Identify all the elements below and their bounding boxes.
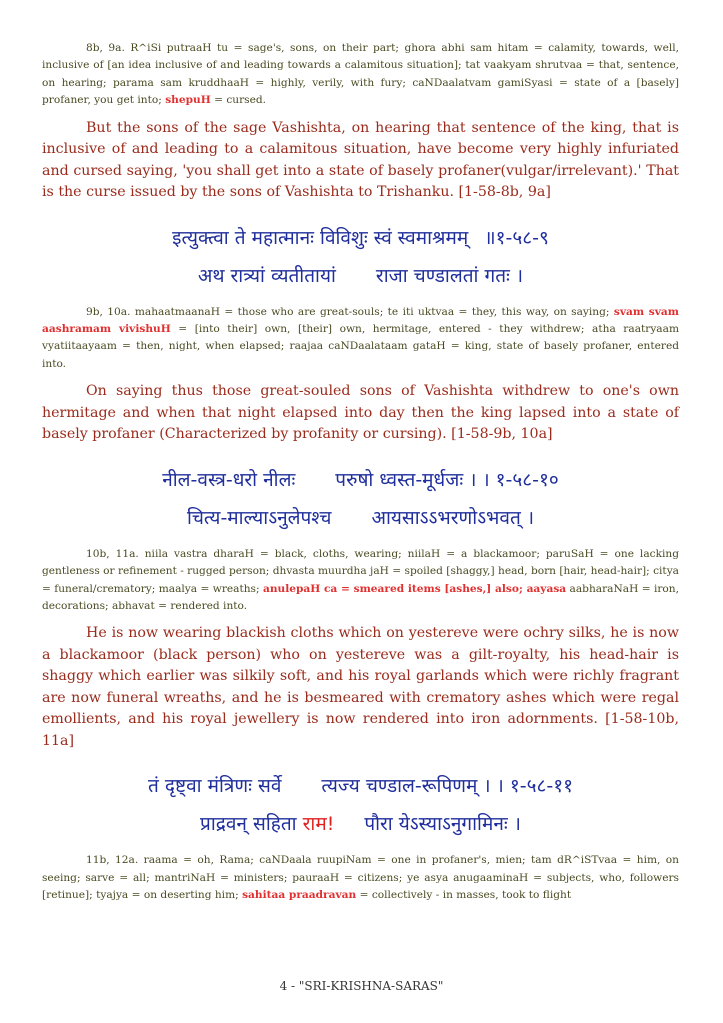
translation-10b-11a: He is now wearing blackish cloths which on yestereve were ochry silks, he is now a blackamoor (black person) who on yestereve was a gilt-royalty, his head-hair is shaggy which earlier was silkily soft, and his royal garlands which were richly fragrant are now funeral wreaths, and he is besmeared with crematory ashes which were regal emollients, and his royal jewellery is now rendered into iron adornments. [1-58-10b, 11a] (42, 625, 679, 749)
gloss-highlight: anulepaH ca = smeared items [ashes,] also; aayasa (262, 582, 567, 595)
verse-text: इत्युक्त्वा ते महात्मानः विविशुः स्वं स्वमाश्रमम् (172, 226, 469, 249)
verse-text: तं दृष्ट्वा मंत्रिणः सर्वे (148, 775, 282, 798)
word-gloss-8b-9a (42, 40, 679, 110)
verse-text: आयसाऽऽभरणोऽभवत् । (371, 506, 535, 529)
translation-8b-9a: But the sons of the sage Vashishta, on hearing that sentence of the king, that is inclusive of and leading to a calamitous situation, have become very highly infuriated and cursed saying, 'you shall get into a state of basely profaner(vulgar/irrelevant).' That is the curse issued by the sons of Vashishta to Trishanku. [1-58-8b, 9a] (42, 119, 679, 201)
gloss-text: = [into their] own, [their] own, hermitage, entered - they withdrew; atha raatryaam vyatiitaayaam = then, night, when elapsed; raajaa caNDaalataam gataH = king, state of basely profaner, entered into. (42, 323, 679, 370)
gloss-text: = collectively - in masses, took to flight (356, 889, 572, 902)
verse-text: परुषो ध्वस्त-मूर्धजः । । १-५८-१० (335, 468, 559, 491)
gloss-highlight: sahitaa praadravan (242, 889, 357, 902)
gloss-text: = cursed. (210, 94, 267, 107)
gloss-text: 9b, 10a. mahaatmaanaH = those who are great-souls; te iti uktvaa = they, this way, on saying; (86, 305, 614, 318)
verse-text: त्यज्य चण्डाल-रूपिणम् । । १-५८-११ (321, 775, 573, 798)
verse-text: राजा चण्डालतां गतः । (375, 264, 524, 287)
verse-11-line-1 (42, 772, 679, 798)
gloss-text: aabharaNaH = iron, decorations; abhavat = rendered into. (42, 582, 679, 612)
gloss-highlight: shepuH (165, 94, 211, 107)
verse-11-line-2 (42, 810, 679, 836)
gloss-text: 11b, 12a. raama = oh, Rama; caNDaala ruupiNam = one in profaner's, mien; tam dR^iSTvaa = him, on seeing; sarve = all; mantriNaH = ministers; pauraaH = citizens; ye asya anugaaminaH = subjects, who, followers [retinue]; tyajya = on deserting him; (42, 854, 679, 902)
verse-10-line-1 (42, 466, 679, 492)
gloss-text: 8b, 9a. R^iSi putraaH tu = sage's, sons, on their part; ghora abhi sam hitam = calamity, towards, well, inclusive of [an idea inclusive of and leading towards a calamitous situation]; tat vaakyam shrutvaa = that, sentence, on hearing; parama sam kruddhaaH = highly, verily, with fury; caNDaalatvam gamiSyasi = state of a [basely] profaner, you get into; (42, 42, 679, 107)
verse-9-line-2 (42, 262, 679, 288)
word-gloss-11b-12a (42, 852, 679, 904)
verse-rama: राम! (302, 813, 335, 836)
verse-text: नील-वस्त्र-धरो नीलः (162, 468, 296, 491)
page-content (42, 40, 679, 905)
verse-number: ॥१-५८-९ (484, 226, 549, 249)
verse-text: प्राद्रवन् सहिता (200, 813, 297, 836)
verse-text: अथ रात्र्यां व्यतीतायां (197, 264, 336, 287)
translation-9b-10a: On saying thus those great-souled sons of Vashishta withdrew to one's own hermitage and when that night elapsed into day then the king lapsed into a state of basely profaner (Characterized by profanity or cursing). [1-58-9b, 10a] (42, 383, 679, 443)
verse-text: पौरा येऽस्याऽनुगामिनः । (364, 813, 521, 836)
word-gloss-9b-10a (42, 304, 679, 374)
word-gloss-10b-11a (42, 546, 679, 616)
verse-10-line-2 (42, 504, 679, 530)
verse-9-line-1 (42, 224, 679, 250)
gloss-text: 10b, 11a. niila vastra dharaH = black, cloths, wearing; niilaH = a blackamoor; paruSaH = one lacking gentleness or refinement - rugged person; dhvasta muurdha jaH = spoiled [shaggy,] head, born [hair, head-hair]; citya = funeral/crematory; maalya = wreaths; (42, 547, 679, 595)
page-footer: 4 - "SRI-KRISHNA-SARAS" (279, 979, 444, 993)
verse-text: चित्य-माल्याऽनुलेपश्च (186, 506, 332, 529)
gloss-highlight: svam svam aashramam vivishuH (42, 305, 680, 336)
